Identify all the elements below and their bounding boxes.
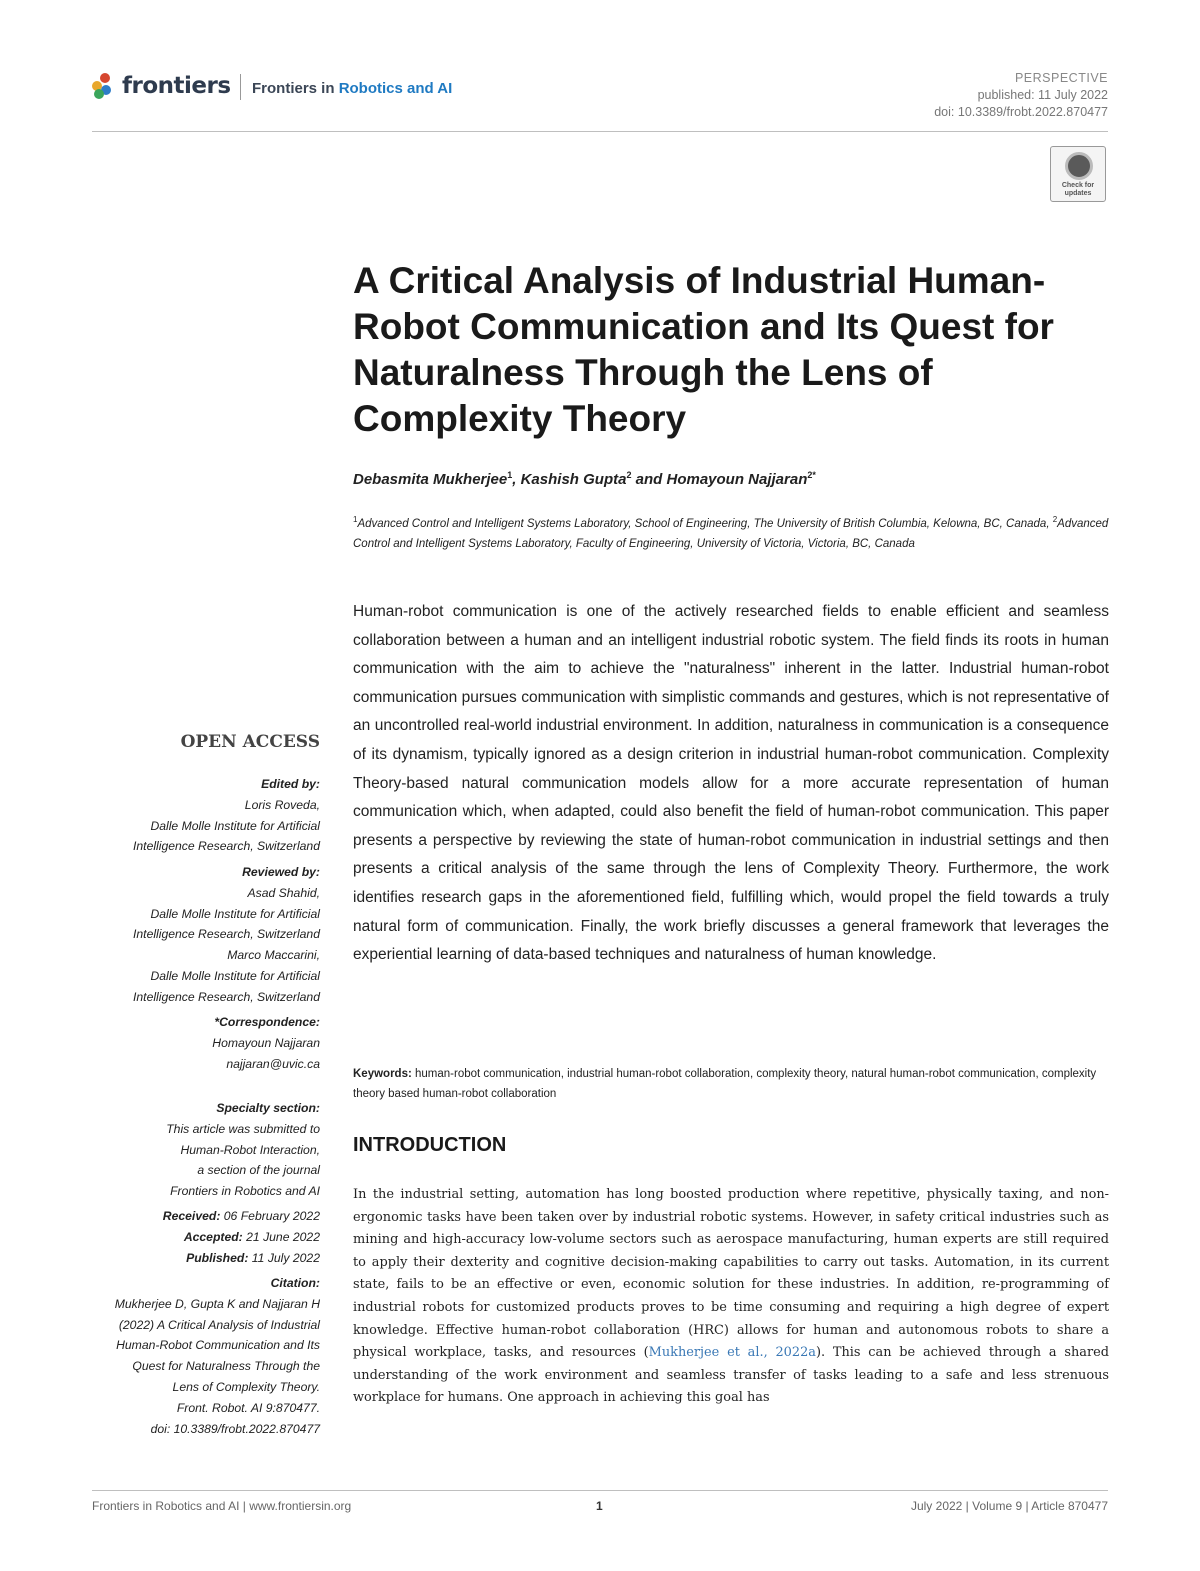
editor-info — [60, 774, 320, 857]
citation-label: Citation: — [270, 1276, 320, 1290]
specialty-section — [60, 1098, 320, 1202]
published-date: published: 11 July 2022 — [977, 88, 1108, 102]
page-header — [92, 70, 1108, 132]
keywords-text: human-robot communication, industrial human-robot collaboration, complexity theory, natural human-robot communication, complexity theory based human-robot collaboration — [353, 1068, 1097, 1100]
logo-text: frontiers — [122, 73, 231, 99]
author-name[interactable]: Kashish Gupta — [520, 471, 627, 488]
article-meta — [934, 70, 1108, 121]
citation-text: Human-Robot Communication and Its — [116, 1338, 320, 1353]
reviewer-name[interactable]: Asad Shahid, — [247, 885, 320, 900]
article-title: A Critical Analysis of Industrial Human-Robot Communication and Its Quest for Naturalness Through the Lens of Complexity Theory — [353, 260, 1054, 439]
author-name[interactable]: Homayoun Najjaran — [666, 471, 808, 488]
author-affiliation-mark: 2* — [807, 470, 816, 480]
reviewer-affiliation: Intelligence Research, Switzerland — [133, 927, 320, 942]
citation-text: Front. Robot. AI 9:870477. — [176, 1400, 320, 1415]
author-affiliation-mark: 1 — [507, 470, 513, 480]
editor-name[interactable]: Loris Roveda, — [244, 797, 320, 812]
correspondence-email[interactable]: najjaran@uvic.ca — [226, 1056, 320, 1071]
open-access-label: OPEN ACCESS — [180, 732, 320, 752]
journal-prefix: Frontiers in — [252, 80, 335, 97]
keywords-label: Keywords: — [353, 1068, 412, 1080]
intro-text-part: ). This can be achieved through a shared understanding of the work environment and seamless transfer of tasks leading to a safe and less strenuous workplace for humans. One approach in achieving this goal has — [353, 1345, 1110, 1406]
author-affiliation-mark: 2 — [626, 470, 632, 480]
correspondence-label: *Correspondence: — [214, 1015, 320, 1029]
specialty-text: Human-Robot Interaction, — [180, 1142, 320, 1157]
affiliation-mark: 2 — [1052, 515, 1058, 524]
frontiers-logo — [92, 72, 231, 100]
specialty-text: a section of the journal — [197, 1163, 320, 1178]
accepted-date: 21 June 2022 — [242, 1229, 320, 1244]
accepted-label: Accepted: — [183, 1229, 243, 1244]
reviewer-affiliation: Intelligence Research, Switzerland — [133, 989, 320, 1004]
crossmark-badge[interactable] — [1050, 146, 1106, 202]
received-date: 06 February 2022 — [220, 1209, 320, 1223]
affiliation-text: Advanced Control and Intelligent Systems Laboratory, Faculty of Engineering, University of Victoria, Victoria, BC, Canada — [353, 517, 1109, 550]
reviewed-by-label: Reviewed by: — [242, 865, 320, 879]
editor-affiliation: Dalle Molle Institute for Artificial — [150, 818, 320, 833]
doi-link[interactable]: doi: 10.3389/frobt.2022.870477 — [934, 105, 1108, 119]
author-separator: , — [512, 471, 521, 488]
dates-info — [60, 1206, 320, 1268]
correspondence-name: Homayoun Najjaran — [212, 1035, 320, 1050]
affiliations — [353, 510, 1109, 554]
intro-text-part: In the industrial setting, automation has long boosted production where repetitive, physically taxing, and non-ergonomic tasks have been taken over by industrial robotic systems. However, in safety critical industries such as mining and high-accuracy low-volume sectors such as aerospace manufacturing, human experts are still required to apply their dexterity and cognitive decision-making capabilities to carry out tasks. Automation, in its current state, fails to be an effective or even, economic solution for these industries. In addition, re-programming of industrial robots for customized products proves to be time consuming and requiring a high degree of expert knowledge. Effective human-robot collaboration (HRC) allows for human and autonomous robots to share a physical workplace, tasks, and resources ( — [353, 1187, 1109, 1361]
citation-text: Quest for Naturalness Through the — [132, 1359, 320, 1374]
citation-info — [60, 1273, 320, 1439]
reviewer-affiliation: Dalle Molle Institute for Artificial — [150, 968, 320, 983]
citation-text: Mukherjee D, Gupta K and Najjaran H — [114, 1296, 320, 1311]
author-name[interactable]: Debasmita Mukherjee — [353, 471, 508, 488]
page-number: 1 — [596, 1499, 603, 1513]
frontiers-logo-icon — [92, 72, 118, 100]
journal-title: Robotics and AI — [338, 80, 453, 97]
citation-text: Lens of Complexity Theory. — [172, 1379, 320, 1394]
published-date-side: 11 July 2022 — [248, 1250, 320, 1265]
correspondence-info — [60, 1012, 320, 1074]
footer-journal-link[interactable]: Frontiers in Robotics and AI | www.frontiersin.org — [92, 1499, 352, 1513]
reviewer-affiliation: Dalle Molle Institute for Artificial — [150, 906, 320, 921]
affiliation-text: Advanced Control and Intelligent Systems Laboratory, School of Engineering, The University of British Columbia, Kelowna, BC, Canada, — [357, 517, 1053, 530]
author-list — [353, 470, 816, 488]
citation-link[interactable]: Mukherjee et al., 2022a — [648, 1345, 816, 1361]
crossmark-label: Check for updates — [1061, 182, 1095, 197]
citation-doi[interactable]: doi: 10.3389/frobt.2022.870477 — [150, 1421, 320, 1436]
edited-by-label: Edited by: — [261, 777, 320, 791]
author-separator: and — [631, 471, 667, 488]
introduction-text — [353, 1184, 1109, 1410]
article-type: PERSPECTIVE — [1014, 71, 1108, 85]
editor-affiliation: Intelligence Research, Switzerland — [133, 839, 320, 854]
specialty-text: Frontiers in Robotics and AI — [170, 1184, 320, 1199]
published-label: Published: — [186, 1250, 249, 1265]
page-footer — [92, 1490, 1108, 1516]
abstract: Human-robot communication is one of the actively researched fields to enable efficient and seamless collaboration between a human and an intelligent industrial robotic system. The field finds its roots in human communication with the aim to achieve the "naturalness" inherent in the latter. Industrial human-robot communication pursues communication with simplistic commands and gestures, which is not representative of an uncontrolled real-world industrial environment. In addition, naturalness in communication is a consequence of its dynamism, typically ignored as a design criterion in industrial human-robot communication. Complexity Theory-based natural communication models allow for a more accurate representation of human communication which, when adapted, could also benefit the field of human-robot communication. This paper presents a perspective by reviewing the state of human-robot communication in industrial settings and then presents a critical analysis of the same through the lens of Complexity Theory. Furthermore, the work identifies research gaps in the aforementioned field, fulfilling which, would propel the field towards a truly natural form of communication. Finally, the work briefly discusses a general framework that leverages the experiential learning of data-based techniques and naturalness of human knowledge. — [353, 603, 1109, 964]
specialty-text: This article was submitted to — [166, 1121, 320, 1136]
keywords — [353, 1064, 1109, 1104]
affiliation-mark: 1 — [353, 515, 358, 524]
footer-volume-info: July 2022 | Volume 9 | Article 870477 — [910, 1499, 1108, 1513]
citation-text: (2022) A Critical Analysis of Industrial — [118, 1317, 320, 1332]
specialty-label: Specialty section: — [216, 1101, 320, 1115]
reviewer-info — [60, 862, 320, 1008]
crossmark-icon — [1065, 152, 1093, 180]
reviewer-name[interactable]: Marco Maccarini, — [227, 948, 320, 963]
logo-divider — [240, 74, 241, 100]
section-heading: INTRODUCTION — [353, 1134, 507, 1156]
journal-name[interactable] — [252, 80, 452, 97]
received-label: Received: — [162, 1209, 221, 1223]
